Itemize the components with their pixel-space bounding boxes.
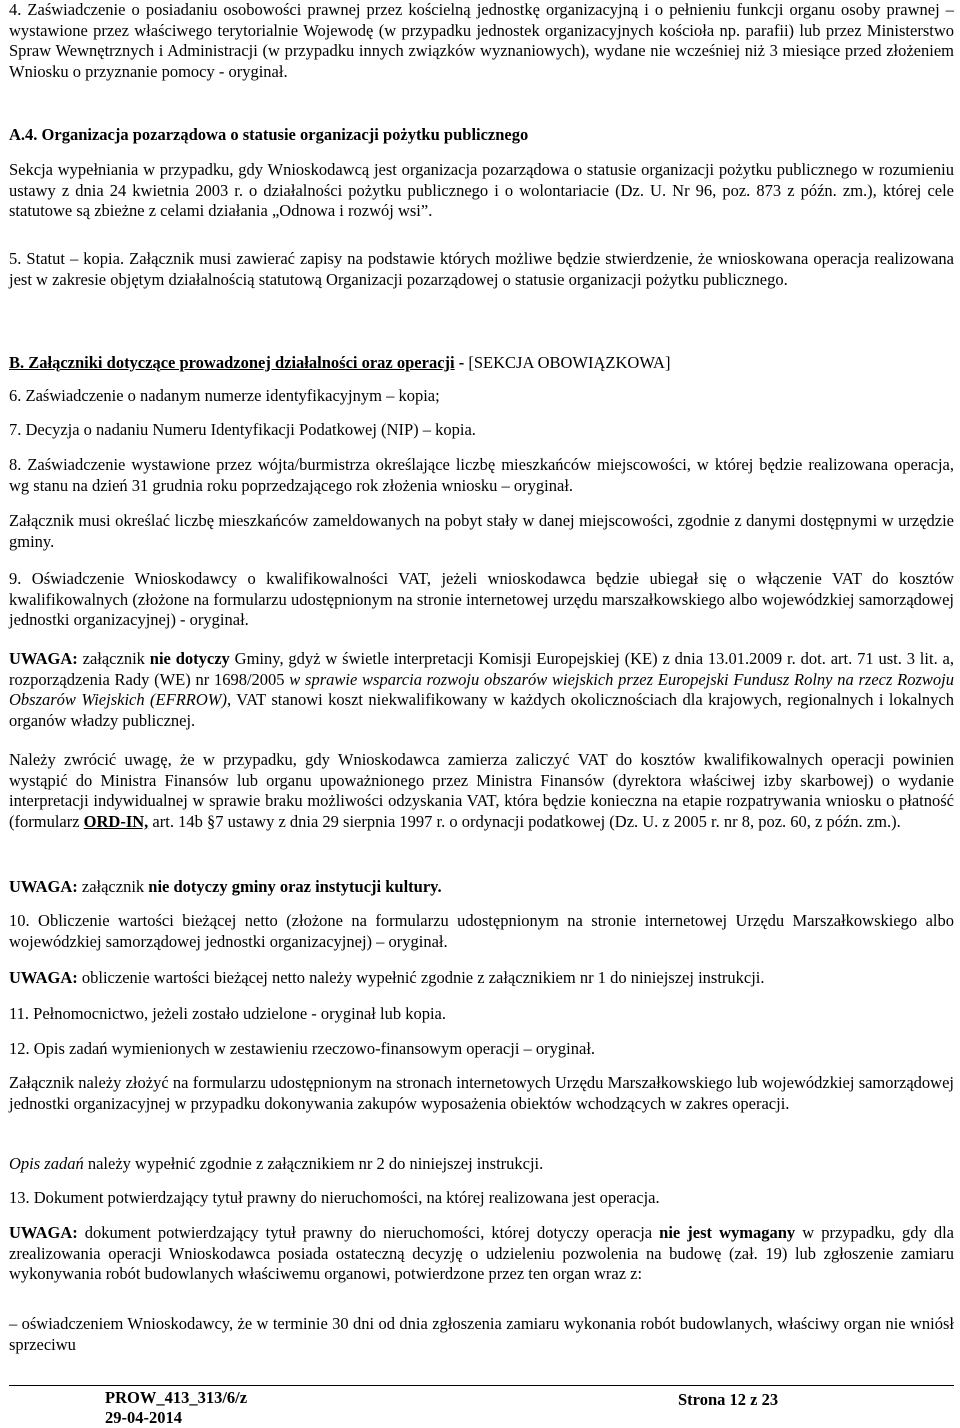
item-6-paragraph bbox=[9, 386, 954, 407]
item-4-paragraph bbox=[9, 0, 954, 83]
footer-page-number: Strona 12 z 23 bbox=[678, 1390, 779, 1409]
section-b-separator: - bbox=[454, 353, 469, 372]
item-4-text: 4. Zaświadczenie o posiadaniu osobowości prawnej przez kościelną jednostkę organizacyjną i o pełnieniu funkcji organu osoby prawnej – wystawione przez właściwego terytorialnie Wojewodę (w przypadku jednostek organizacyjnych kościoła np. parafii) lub przez Ministerstwo Spraw Wewnętrznych i Administracji (w przypadku innych związków wyznaniowych), wydane nie wcześniej niż 3 miesiące przed złożeniem Wniosku o przyznanie pomocy - oryginał. bbox=[9, 0, 954, 82]
section-a4-description bbox=[9, 160, 954, 222]
statement-bullet-text: – oświadczeniem Wnioskodawcy, że w terminie 30 dni od dnia zgłoszenia zamiaru wykonania robót budowlanych, właściwy organ nie wniósł sprzeciwu bbox=[9, 1314, 954, 1354]
warning-label: UWAGA: bbox=[9, 1223, 78, 1242]
item-11-text: 11. Pełnomocnictwo, jeżeli zostało udzielone - oryginał lub kopia. bbox=[9, 1004, 446, 1023]
item-6-text: 6. Zaświadczenie o nadanym numerze identyfikacyjnym – kopia; bbox=[9, 386, 440, 405]
item-10-paragraph bbox=[9, 911, 954, 952]
item-10-text: 10. Obliczenie wartości bieżącej netto (złożone na formularzu udostępnionym na stronie internetowej Urzędu Marszałkowskiego albo wojewódzkiej samorządowej jednostki organizacyjnej) – oryginał. bbox=[9, 911, 954, 951]
ord-in-form-link[interactable]: ORD-IN, bbox=[83, 812, 149, 832]
item-7-text: 7. Decyzja o nadaniu Numeru Identyfikacji Podatkowej (NIP) – kopia. bbox=[9, 420, 476, 439]
warning-npv bbox=[9, 968, 954, 989]
item-8-paragraph bbox=[9, 455, 954, 496]
warning-text: dokument potwierdzający tytuł prawny do nieruchomości, której dotyczy operacja bbox=[77, 1223, 660, 1242]
item-9-text: 9. Oświadczenie Wnioskodawcy o kwalifikowalności VAT, jeżeli wnioskodawca będzie ubiegał się o włączenie VAT do kosztów kwalifikowalnych (złożone na formularzu udostępnionym na stronie internetowej urzędu marszałkowskiego albo wojewódzkiej samorządowej jednostki organizacyjnej) - oryginał. bbox=[9, 569, 954, 630]
warning-emphasis: nie dotyczy bbox=[149, 649, 230, 668]
item-13-paragraph bbox=[9, 1188, 954, 1209]
item-12-paragraph bbox=[9, 1039, 954, 1060]
footer-date: 29-04-2014 bbox=[105, 1408, 182, 1427]
footer-divider bbox=[9, 1385, 954, 1386]
item-12-text: 12. Opis zadań wymienionych w zestawieniu rzeczowo-finansowym operacji – oryginał. bbox=[9, 1039, 596, 1058]
form-name: Opis zadań bbox=[9, 1154, 84, 1173]
warning-text: w przypadku, gdy dla zrealizowania operacji Wnioskodawca posiada ostateczną decyzję o udzieleniu pozwolenia na budowę (zał. 19) lub zgłoszenie zamiaru wykonywania robót budowlanych właściwemu organowi, potwierdzone przez ten organ wraz z: bbox=[9, 1223, 954, 1284]
warning-text: Gminy, gdyż w świetle interpretacji Komisji Europejskiej (KE) z dnia 13.01.2009 r. dot. art. 71 ust. 3 lit. a, rozporządzenia Rady (WE) nr 1698/2005 bbox=[9, 649, 955, 689]
item-8-text: 8. Zaświadczenie wystawione przez wójta/burmistrza określające liczbę mieszkańców miejscowości, w której będzie realizowana operacja, wg stanu na dzień 31 grudnia roku poprzedzającego rok złożenia wniosku – oryginał. bbox=[9, 455, 954, 495]
section-b-title: B. Załączniki dotyczące prowadzonej działalności oraz operacji bbox=[9, 353, 455, 372]
section-a4-title: A.4. Organizacja pozarządowa o statusie organizacji pożytku publicznego bbox=[9, 125, 529, 144]
vat-notice-text: art. 14b §7 ustawy z dnia 29 sierpnia 1997 r. o ordynacji podatkowej (Dz. U. z 2005 r. nr 8, poz. 60, z późn. zm.). bbox=[148, 812, 901, 832]
warning-emphasis: nie jest wymagany bbox=[659, 1223, 796, 1242]
warning-label: UWAGA: bbox=[9, 649, 78, 668]
item-12-instruction-text: należy wypełnić zgodnie z załącznikiem nr 2 do niniejszej instrukcji. bbox=[83, 1154, 544, 1173]
warning-text: załącznik bbox=[77, 877, 149, 896]
item-8-note bbox=[9, 511, 954, 552]
regulation-title: w sprawie wsparcia rozwoju obszarów wiejskich przez Europejski Fundusz Rolny na rzecz Rozwoju Obszarów Wiejskich (EFRROW) bbox=[9, 669, 954, 710]
warning-text: załącznik bbox=[77, 649, 150, 668]
item-5-text: 5. Statut – kopia. Załącznik musi zawierać zapisy na podstawie których możliwe będzie stwierdzenie, że wnioskowana operacja realizowana jest w zakresie objętym działalnością statutową Organizacji pozarządowej o statusie organizacji pożytku publicznego. bbox=[9, 249, 954, 289]
section-b-tag: [SEKCJA OBOWIĄZKOWA] bbox=[468, 353, 671, 372]
item-12-instruction bbox=[9, 1154, 954, 1175]
warning-label: UWAGA: bbox=[9, 968, 78, 987]
item-9-paragraph bbox=[9, 569, 954, 631]
warning-text: obliczenie wartości bieżącej netto należy wypełnić zgodnie z załącznikiem nr 1 do niniejszej instrukcji. bbox=[77, 968, 765, 987]
statement-bullet bbox=[9, 1314, 954, 1355]
item-11-paragraph bbox=[9, 1004, 954, 1025]
item-7-paragraph bbox=[9, 420, 954, 441]
vat-notice-paragraph bbox=[9, 750, 954, 833]
warning-vat-gmina bbox=[9, 649, 954, 732]
item-12-note bbox=[9, 1073, 954, 1114]
item-12-note-text: Załącznik należy złożyć na formularzu udostępnionym na stronach internetowych Urzędu Marszałkowskiego lub wojewódzkiej samorządowej jednostki organizacyjnej w przypadku dokonywania zakupów wyposażenia obiektów wchodzących w zakres operacji. bbox=[9, 1073, 954, 1113]
footer-document-code: PROW_413_313/6/z bbox=[105, 1388, 248, 1407]
warning-text: , VAT stanowi koszt niekwalifikowany w każdych okolicznościach dla krajowych, regionalnych i lokalnych organów władzy publicznej. bbox=[9, 690, 954, 731]
item-13-text: 13. Dokument potwierdzający tytuł prawny do nieruchomości, na której realizowana jest operacja. bbox=[9, 1188, 660, 1207]
warning-gmina-culture bbox=[9, 877, 954, 898]
item-8-note-text: Załącznik musi określać liczbę mieszkańców zameldowanych na pobyt stały w danej miejscowości, zgodnie z danymi dostępnymi w urzędzie gminy. bbox=[9, 511, 954, 551]
section-b-heading bbox=[9, 353, 954, 374]
section-a4-heading bbox=[9, 125, 954, 146]
warning-label: UWAGA: bbox=[9, 877, 78, 896]
item-5-paragraph bbox=[9, 249, 954, 290]
section-a4-text: Sekcja wypełniania w przypadku, gdy Wnioskodawcą jest organizacja pozarządowa o statusie organizacji pożytku publicznego w rozumieniu ustawy z dnia 24 kwietnia 2003 r. o działalności pożytku publicznego i o wolontariacie (Dz. U. Nr 96, poz. 873 z późn. zm.), której cele statutowe są zbieżne z celami działania „Odnowa i rozwój wsi”. bbox=[9, 160, 954, 221]
vat-notice-text: Należy zwrócić uwagę, że w przypadku, gdy Wnioskodawca zamierza zaliczyć VAT do kosztów kwalifikowalnych operacji powinien wystąpić do Ministra Finansów lub organu upoważnionego przez Ministra Finansów (dyrektora właściwej izby skarbowej) o wydanie interpretacji indywidualnej w sprawie braku możliwości odzyskania VAT, która będzie konieczna na etapie rozpatrywania wniosku o płatność (formularz bbox=[9, 750, 954, 832]
warning-emphasis: nie dotyczy gminy oraz instytucji kultury. bbox=[148, 877, 442, 896]
warning-property-title bbox=[9, 1223, 954, 1285]
